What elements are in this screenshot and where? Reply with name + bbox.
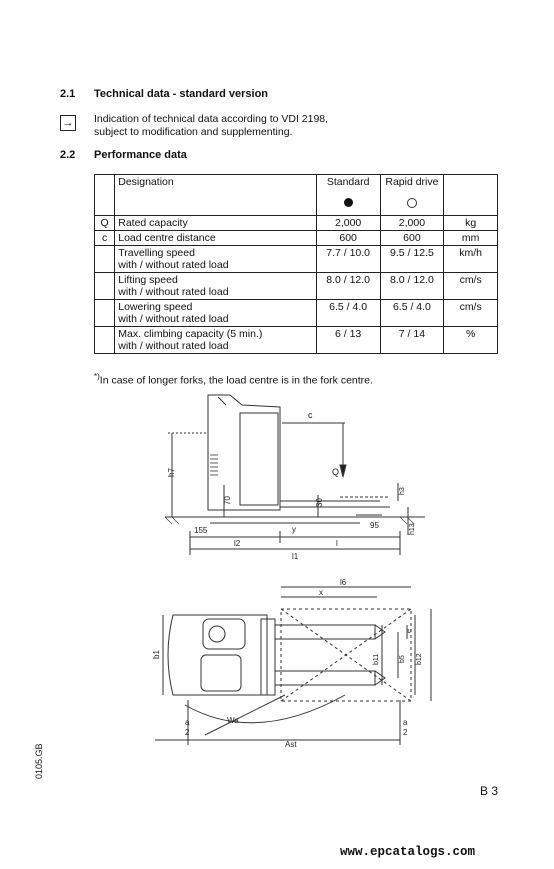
table-row [95,273,498,300]
label-a-right: a [403,718,408,727]
row-symbol [95,327,115,354]
row-rapid: 600 [380,231,444,246]
label-a-left: a [185,718,190,727]
label-q: Q [332,467,340,477]
row-designation-line2: with / without rated load [118,313,229,325]
filled-circle-icon [344,198,353,207]
label-x: x [319,588,323,597]
row-designation-line2: with / without rated load [118,340,229,352]
table-row [95,327,498,354]
row-unit: cm/s [444,273,498,300]
row-unit: cm/s [444,300,498,327]
left-fork [275,625,375,639]
label-b1: b1 [152,650,161,659]
header-symbol-cell [95,175,115,216]
empty-circle-icon [407,198,417,208]
operator-platform [201,655,241,691]
row-standard: 6 / 13 [316,327,380,354]
table-row [95,300,498,327]
header-standard-label: Standard [326,176,370,188]
label-95: 95 [370,521,379,530]
right-fork [275,671,375,685]
label-l2: l2 [234,539,241,548]
label-y: y [292,525,296,534]
row-designation-line2: with / without rated load [118,259,229,271]
footnote-text: In case of longer forks, the load centre is in the fork centre. [99,374,373,387]
row-rapid: 8.0 / 12.0 [380,273,444,300]
table-header-row [95,175,498,216]
header-rapid [380,175,444,216]
label-e: e [406,629,413,633]
side-view-drawing [160,385,430,565]
row-standard: 6.5 / 4.0 [316,300,380,327]
top-view-drawing [145,575,445,750]
header-standard [316,175,380,216]
row-unit: % [444,327,498,354]
footnote-mark: *) [94,372,100,381]
label-30: 30 [315,498,324,507]
section-2-2-title: Performance data [94,149,187,161]
row-symbol [95,300,115,327]
row-symbol [95,246,115,273]
section-2-1-number: 2.1 [60,88,76,100]
row-symbol: Q [95,216,115,231]
row-designation-line1: Travelling speed [118,247,195,259]
battery-compartment [240,413,278,505]
row-unit: km/h [444,246,498,273]
note-line-2: subject to modification and supplementing. [94,126,293,138]
row-unit: mm [444,231,498,246]
row-designation: Load centre distance [115,231,317,246]
doc-code: 0105.GB [34,743,44,779]
row-designation: Rated capacity [115,216,317,231]
header-designation: Designation [115,175,317,216]
section-2-2-number: 2.2 [60,149,76,161]
label-b5: b5 [399,655,406,663]
row-standard: 600 [316,231,380,246]
label-h13: h13 [409,523,416,535]
row-rapid: 2,000 [380,216,444,231]
performance-table [94,174,498,354]
header-unit-cell [444,175,498,216]
label-wa: Wa [227,716,239,725]
label-a-left-den: 2 [185,728,190,737]
row-unit: kg [444,216,498,231]
label-c: c [308,410,313,420]
row-symbol: c [95,231,115,246]
label-h7: h7 [167,468,176,477]
steering-wheel-icon [209,626,225,642]
turning-radius-arc [185,695,345,723]
row-designation-line1: Lowering speed [118,301,193,313]
truck-body-outline [208,395,280,510]
table-row [95,231,498,246]
website-link[interactable]: www.epcatalogs.com [340,845,476,859]
row-symbol [95,273,115,300]
row-rapid: 6.5 / 4.0 [380,300,444,327]
table-row [95,216,498,231]
row-designation [115,327,317,354]
row-designation [115,273,317,300]
row-designation [115,246,317,273]
load-backrest [261,619,275,695]
row-designation-line1: Max. climbing capacity (5 min.) [118,328,263,340]
label-l: l [336,539,338,548]
row-standard: 2,000 [316,216,380,231]
label-b11: b11 [373,653,380,665]
page-number: B 3 [480,784,499,798]
label-b12: b12 [416,653,423,665]
label-a-right-den: 2 [403,728,408,737]
row-designation-line2: with / without rated load [118,286,229,298]
label-l6: l6 [340,578,347,587]
label-70: 70 [223,496,232,505]
arrow-right-icon: → [60,115,76,131]
vent-grille [210,455,218,475]
note-text [94,113,328,139]
label-155: 155 [194,526,208,535]
section-2-1-title: Technical data - standard version [94,88,269,100]
table-row [95,246,498,273]
label-h3: h3 [399,487,406,495]
row-rapid: 7 / 14 [380,327,444,354]
header-rapid-label: Rapid drive [385,176,439,188]
label-ast: Ast [285,740,297,749]
label-l1: l1 [292,552,299,561]
row-standard: 8.0 / 12.0 [316,273,380,300]
row-designation-line1: Lifting speed [118,274,178,286]
row-rapid: 9.5 / 12.5 [380,246,444,273]
row-standard: 7.7 / 10.0 [316,246,380,273]
row-designation [115,300,317,327]
note-line-1: Indication of technical data according to VDI 2198, [94,113,329,125]
